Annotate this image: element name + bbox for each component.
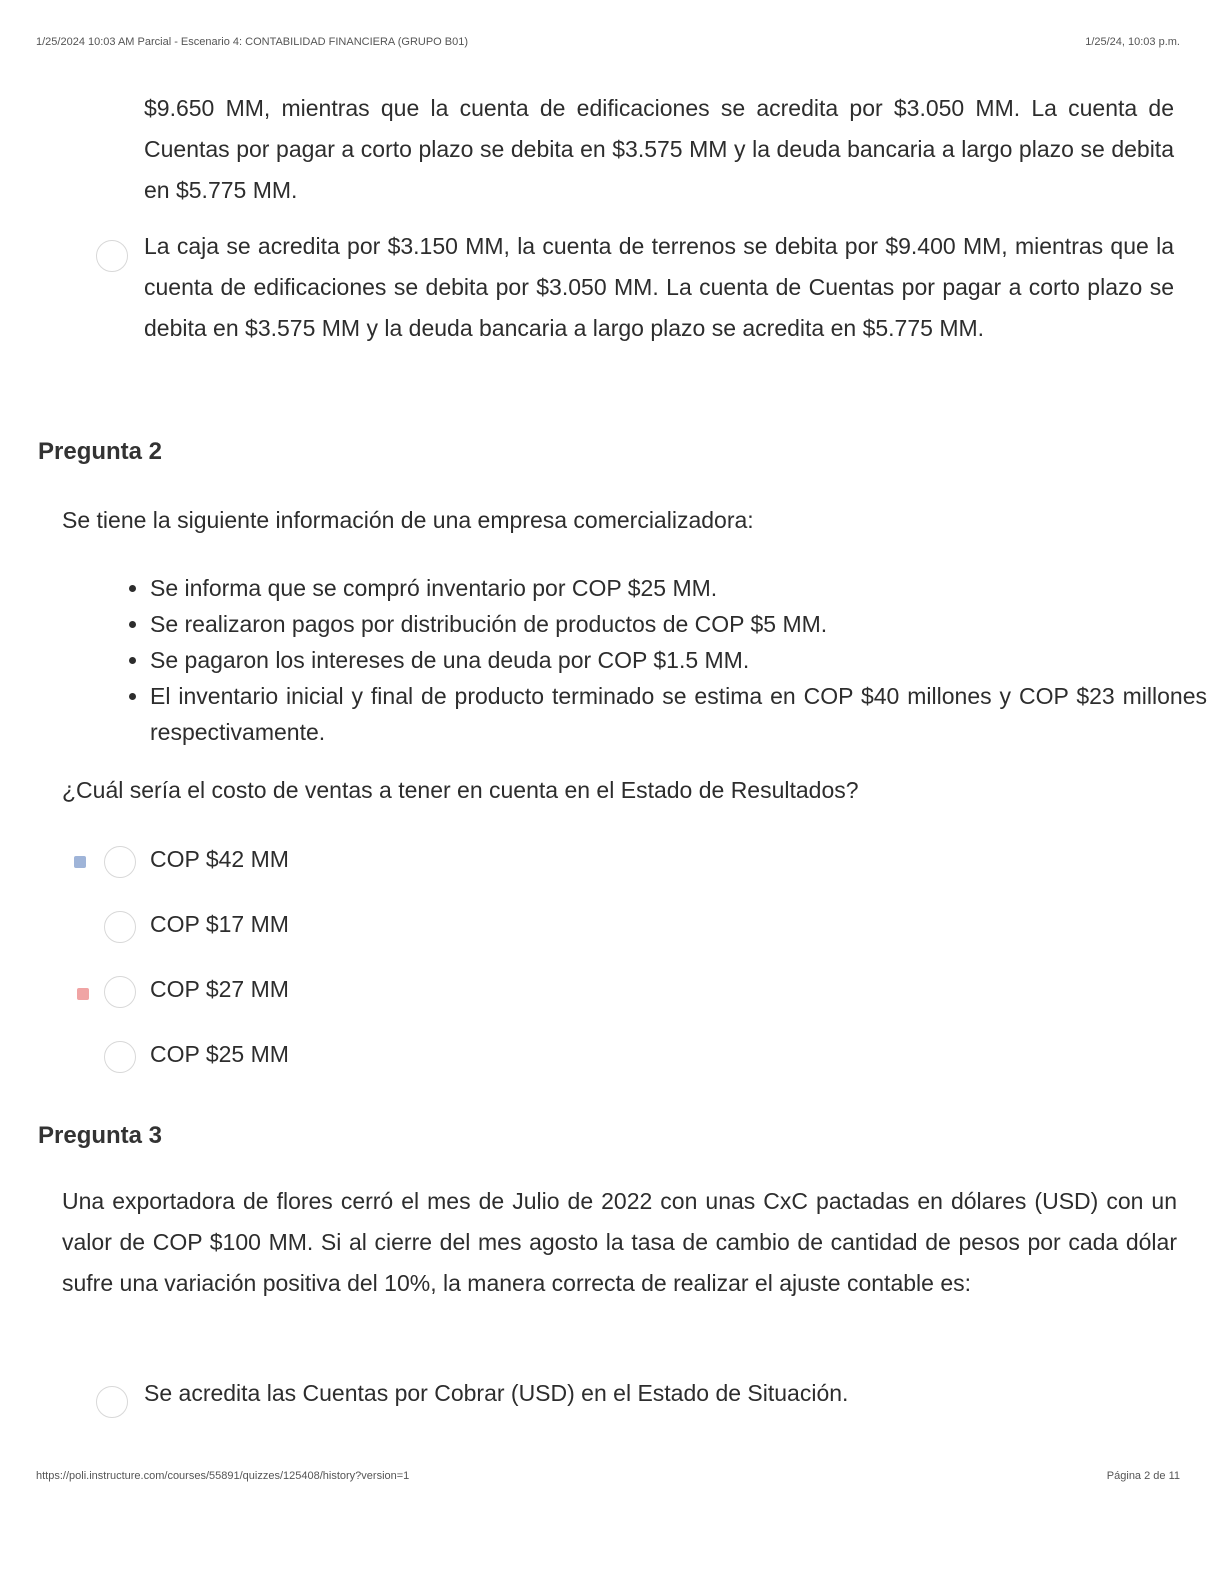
page-header <box>36 36 1180 48</box>
footer-url: https://poli.instructure.com/courses/55891/quizzes/125408/history?version=1 <box>36 1470 410 1482</box>
q2-option-2-label: COP $17 MM <box>150 911 289 937</box>
list-item: • Se realizaron pagos por distribución de productos de COP $5 MM. <box>150 606 1207 642</box>
q3-option-1-label: Se acredita las Cuentas por Cobrar (USD) en el Estado de Situación. <box>144 1380 849 1406</box>
correct-answer-marker <box>74 856 86 868</box>
header-right-text: 1/25/24, 10:03 p.m. <box>1085 36 1180 48</box>
q2-option-4-label: COP $25 MM <box>150 1041 289 1067</box>
q2-option-4-radio[interactable] <box>104 1041 136 1073</box>
question-2-title: Pregunta 2 <box>38 438 163 465</box>
question-2-stem: Se tiene la siguiente información de una empresa comercializadora: <box>62 507 754 533</box>
q2-option-3-label: COP $27 MM <box>150 976 289 1002</box>
prev-option-text: La caja se acredita por $3.150 MM, la cuenta de terrenos se debita por $9.400 MM, mientras que la cuenta de edificaciones se debita por $3.050 MM. La cuenta de Cuentas por pagar a corto plazo se debita en $3.575 MM y la deuda bancaria a largo plazo se acredita en $5.775 MM. <box>144 233 1174 341</box>
list-item: • El inventario inicial y final de producto terminado se estima en COP $40 millones y COP $23 millones respectivamente. <box>150 678 1207 750</box>
q2-option-2-radio[interactable] <box>104 911 136 943</box>
question-3-stem: Una exportadora de flores cerró el mes de Julio de 2022 con unas CxC pactadas en dólares (USD) con un valor de COP $100 MM. Si al cierre del mes agosto la tasa de cambio de cantidad de pesos por cada dólar sufre una variación positiva del 10%, la manera correcta de realizar el ajuste contable es: <box>62 1188 1177 1296</box>
prev-option-continuation: $9.650 MM, mientras que la cuenta de edificaciones se acredita por $3.050 MM. La cuenta de Cuentas por pagar a corto plazo se debita en $3.575 MM y la deuda bancaria a largo plazo se debita en $5.775 MM. <box>144 95 1174 203</box>
header-left-text: 1/25/2024 10:03 AM Parcial - Escenario 4: CONTABILIDAD FINANCIERA (GRUPO B01) <box>36 36 469 48</box>
question-2-items <box>120 570 1207 750</box>
prev-option-radio[interactable] <box>96 240 128 272</box>
question-3-title: Pregunta 3 <box>38 1122 163 1149</box>
list-item: • Se pagaron los intereses de una deuda por COP $1.5 MM. <box>150 642 1207 678</box>
footer-page-number: Página 2 de 11 <box>1106 1470 1180 1482</box>
incorrect-answer-marker <box>77 988 89 1000</box>
q2-option-1-radio[interactable] <box>104 846 136 878</box>
question-2-prompt: ¿Cuál sería el costo de ventas a tener en cuenta en el Estado de Resultados? <box>62 777 859 803</box>
list-item: • Se informa que se compró inventario por COP $25 MM. <box>150 570 1207 606</box>
page-footer <box>36 1470 1180 1482</box>
q2-option-3-radio[interactable] <box>104 976 136 1008</box>
q3-option-1-radio[interactable] <box>96 1386 128 1418</box>
q2-option-1-label: COP $42 MM <box>150 846 289 872</box>
